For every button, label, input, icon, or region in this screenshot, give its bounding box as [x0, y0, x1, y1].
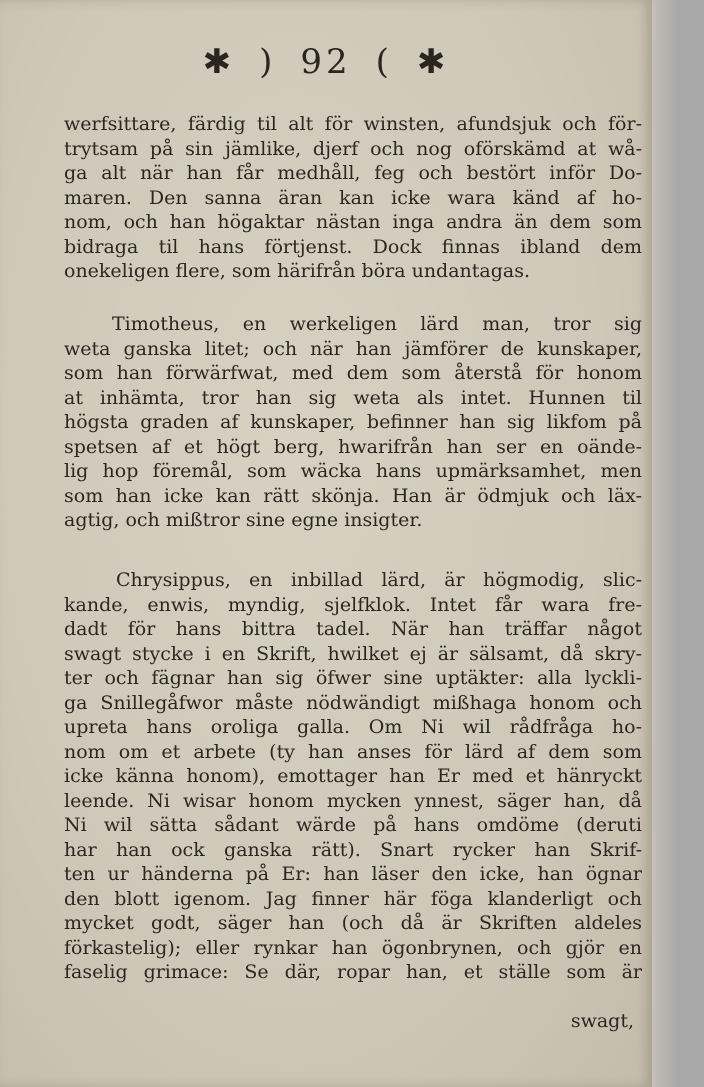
- text-line: nom om et arbete (ty han anses för lärd af dem som: [64, 740, 642, 763]
- text-line: ter och fägnar han sig öfwer sine uptäkter: alla lyckli-: [64, 667, 642, 689]
- text-line: trytsam på sin jämlike, djerf och nog oförskämd at wå-: [64, 137, 642, 160]
- paren-close: ): [259, 42, 277, 82]
- text-line: den blott igenom. Jag finner här föga klanderligt och: [64, 887, 642, 910]
- page-header: [0, 42, 652, 82]
- text-line: ga Snillegåfwor måste nödwändigt mißhaga honom och: [64, 691, 642, 714]
- text-line: werfsittare, färdig til alt för winsten, afundsjuk och för-: [64, 113, 642, 135]
- paren-open: (: [375, 42, 393, 82]
- catchword: swagt,: [570, 1010, 634, 1032]
- text-line: som han icke kan rätt skönja. Han är ödmjuk och läx-: [64, 484, 642, 507]
- text-line: upreta hans oroliga galla. Om Ni wil rådfråga ho-: [64, 716, 642, 738]
- text-line: ten ur händerna på Er: han läser den icke, han ögnar: [64, 863, 642, 885]
- text-line: har han ock ganska rätt). Snart rycker han Skrif-: [64, 838, 642, 861]
- text-line: som han förwärfwat, med dem som återstå för honom: [64, 362, 642, 384]
- text-line: ga alt när han får medhåll, feg och bestört inför Do-: [64, 162, 642, 184]
- text-line: Timotheus, en werkeligen lärd man, tror sig: [112, 313, 642, 335]
- text-line: lig hop föremål, som wäcka hans upmärksamhet, men: [64, 460, 642, 482]
- left-ornament-icon: ✱: [202, 42, 236, 82]
- text-line: swagt stycke i en Skrift, hwilket ej är sälsamt, då skry-: [64, 642, 642, 665]
- text-line: at inhämta, tror han sig weta als intet. Hunnen til: [64, 386, 642, 409]
- text-line: maren. Den sanna äran kan icke wara känd af ho-: [64, 186, 642, 209]
- text-line: Ni wil sätta sådant wärde på hans omdöme (deruti: [64, 814, 642, 836]
- text-line: Chrysippus, en inbillad lärd, är högmodig, slic-: [116, 569, 642, 591]
- paragraph-1: [64, 112, 642, 284]
- text-line: nom, och han högaktar nästan inga andra än dem som: [64, 211, 642, 233]
- page-number: 92: [300, 42, 352, 82]
- paragraph-3: [64, 568, 642, 985]
- text-line: onekeligen flere, som härifrån böra undantagas.: [64, 260, 531, 282]
- text-line: bidraga til hans förtjenst. Dock finnas ibland dem: [64, 235, 642, 258]
- text-line: icke känna honom), emottager han Er med et hänryckt: [64, 765, 642, 787]
- paragraph-2: [64, 312, 642, 533]
- text-line: förkastelig); eller rynkar han ögonbrynen, och gjör en: [64, 936, 642, 959]
- text-line: weta ganska litet; och när han jämförer de kunskaper,: [64, 337, 642, 360]
- text-line: högsta graden af kunskaper, befinner han sig likfom på: [64, 411, 642, 433]
- text-line: spetsen af et högt berg, hwarifrån han ser en oände-: [64, 435, 642, 458]
- text-line: leende. Ni wisar honom mycken ynnest, säger han, då: [64, 789, 642, 812]
- right-ornament-icon: ✱: [416, 42, 450, 82]
- text-line: dadt för hans bittra tadel. När han träffar något: [64, 618, 642, 640]
- text-line: faselig grimace: Se där, ropar han, et ställe som är: [64, 961, 642, 983]
- text-line: kande, enwis, myndig, sjelfklok. Intet får wara fre-: [64, 593, 642, 616]
- text-line: agtig, och mißtror sine egne insigter.: [64, 509, 423, 531]
- text-line: mycket godt, säger han (och då är Skriften aldeles: [64, 912, 642, 934]
